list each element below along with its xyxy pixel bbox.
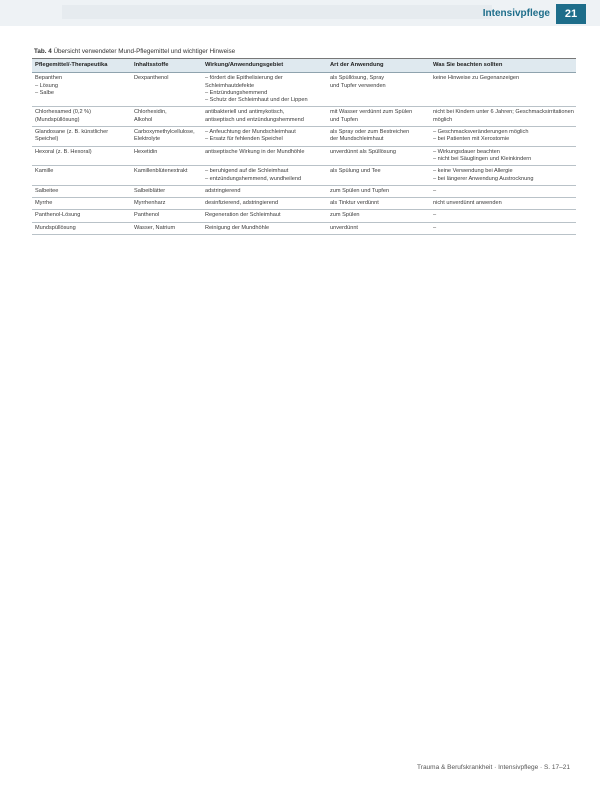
table-cell: Chlorhexidin, Alkohol — [134, 109, 167, 123]
table-cell: zum Spülen — [330, 212, 360, 219]
table-cell: Kamille — [35, 168, 54, 175]
table-cell: als Spüllösung, Spray und Tupfer verwenden — [330, 75, 386, 89]
table-cell: Dexpanthenol — [134, 75, 169, 82]
table-cell: Myrrhe — [35, 200, 53, 207]
table-cell: Myrrhenharz — [134, 200, 166, 207]
table-caption-text: Übersicht verwendeter Mund-Pflegemittel und wichtiger Hinweise — [53, 48, 236, 55]
table-cell: als Tinktur verdünnt — [330, 200, 379, 207]
table-cell: Panthenol-Lösung — [35, 212, 81, 219]
table-caption — [34, 48, 574, 55]
page-number: 21 — [556, 4, 586, 24]
table-cell: nicht bei Kindern unter 6 Jahren; Geschmacksirritationen möglich — [433, 109, 574, 123]
table-cell: keine Hinweise zu Gegenanzeigen — [433, 75, 520, 82]
table-cell: desinfizierend, adstringierend — [205, 200, 279, 207]
footer-citation: Trauma & Berufskrankheit · Intensivpflege · S. 17–21 — [417, 764, 570, 771]
column-header: Was Sie beachten sollten — [433, 62, 503, 68]
table-cell: – keine Verwendung bei Allergie – bei längerer Anwendung Austrocknung — [433, 168, 534, 182]
table-cell: – — [433, 187, 437, 194]
table-cell: Salbeitee — [35, 187, 59, 194]
table-row — [32, 166, 576, 186]
table-cell: Carboxymethylcellulose, Elektrolyte — [134, 129, 195, 143]
table-cell: unverdünnt als Spüllösung — [330, 148, 396, 155]
table-header-row — [32, 59, 576, 73]
table-cell: Mundspüllösung — [35, 224, 76, 231]
table-cell: Panthenol — [134, 212, 160, 219]
table-cell: mit Wasser verdünnt zum Spülen und Tupfen — [330, 109, 413, 123]
table-cell: – — [433, 224, 437, 231]
table-cell: – beruhigend auf die Schleimhaut – entzündungshemmend, wundheilend — [205, 168, 302, 182]
table-cell: Wasser, Natrium — [134, 224, 176, 231]
table-cell: – Wirkungsdauer beachten – nicht bei Säuglingen und Kleinkindern — [433, 148, 532, 162]
table-row — [32, 210, 576, 222]
table-row — [32, 198, 576, 210]
column-header: Art der Anwendung — [330, 62, 384, 68]
table-cell: Reinigung der Mundhöhle — [205, 224, 270, 231]
column-header: Pflegemittel/-Therapeutika — [35, 62, 108, 68]
table-cell: Kamillenblütenextrakt — [134, 168, 188, 175]
table-cell: Regeneration der Schleimhaut — [205, 212, 281, 219]
table-cell: unverdünnt — [330, 224, 358, 231]
table-row — [32, 223, 576, 235]
table-row — [32, 107, 576, 127]
table-caption-label: Tab. 4 — [34, 48, 52, 55]
table-row — [32, 186, 576, 198]
header-bar — [0, 0, 600, 26]
table-row — [32, 127, 576, 147]
table-cell: Glandosane (z. B. künstlicher Speichel) — [35, 129, 109, 143]
table-cell: – fördert die Epithelisierung der Schleimhautdefekte – Entzündungshemmend – Schutz der Schleimhaut und der Lippen — [205, 75, 308, 104]
care-products-table — [32, 58, 576, 235]
header-decoration — [62, 5, 492, 19]
table-cell: Hexoral (z. B. Hexoral) — [35, 148, 92, 155]
table-cell: antiseptische Wirkung in der Mundhöhle — [205, 148, 305, 155]
table-cell: nicht unverdünnt anwenden — [433, 200, 502, 207]
table-cell: adstringierend — [205, 187, 241, 194]
table-cell: als Spray oder zum Bestreichen der Mundschleimhaut — [330, 129, 410, 143]
table-cell: – — [433, 212, 437, 219]
table-row — [32, 147, 576, 167]
table-cell: Bepanthen – Lösung – Salbe — [35, 75, 63, 96]
table-cell: als Spülung und Tee — [330, 168, 381, 175]
table-cell: zum Spülen und Tupfen — [330, 187, 390, 194]
table-cell: Salbeiblätter — [134, 187, 166, 194]
table-cell: antibakteriell und antimykotisch, antiseptisch und entzündungshemmend — [205, 109, 304, 123]
table-cell: Hexetidin — [134, 148, 158, 155]
section-title: Intensivpflege — [482, 8, 550, 19]
column-header: Inhaltsstoffe — [134, 62, 169, 68]
table-cell: – Anfeuchtung der Mundschleimhaut – Ersatz für fehlenden Speichel — [205, 129, 296, 143]
table-cell: Chlorhexamed (0,2 %) (Mundspüllösung) — [35, 109, 91, 123]
table-row — [32, 73, 576, 107]
table-cell: – Geschmacksveränderungen möglich – bei Patienten mit Xerostomie — [433, 129, 529, 143]
column-header: Wirkung/Anwendungsgebiet — [205, 62, 284, 68]
